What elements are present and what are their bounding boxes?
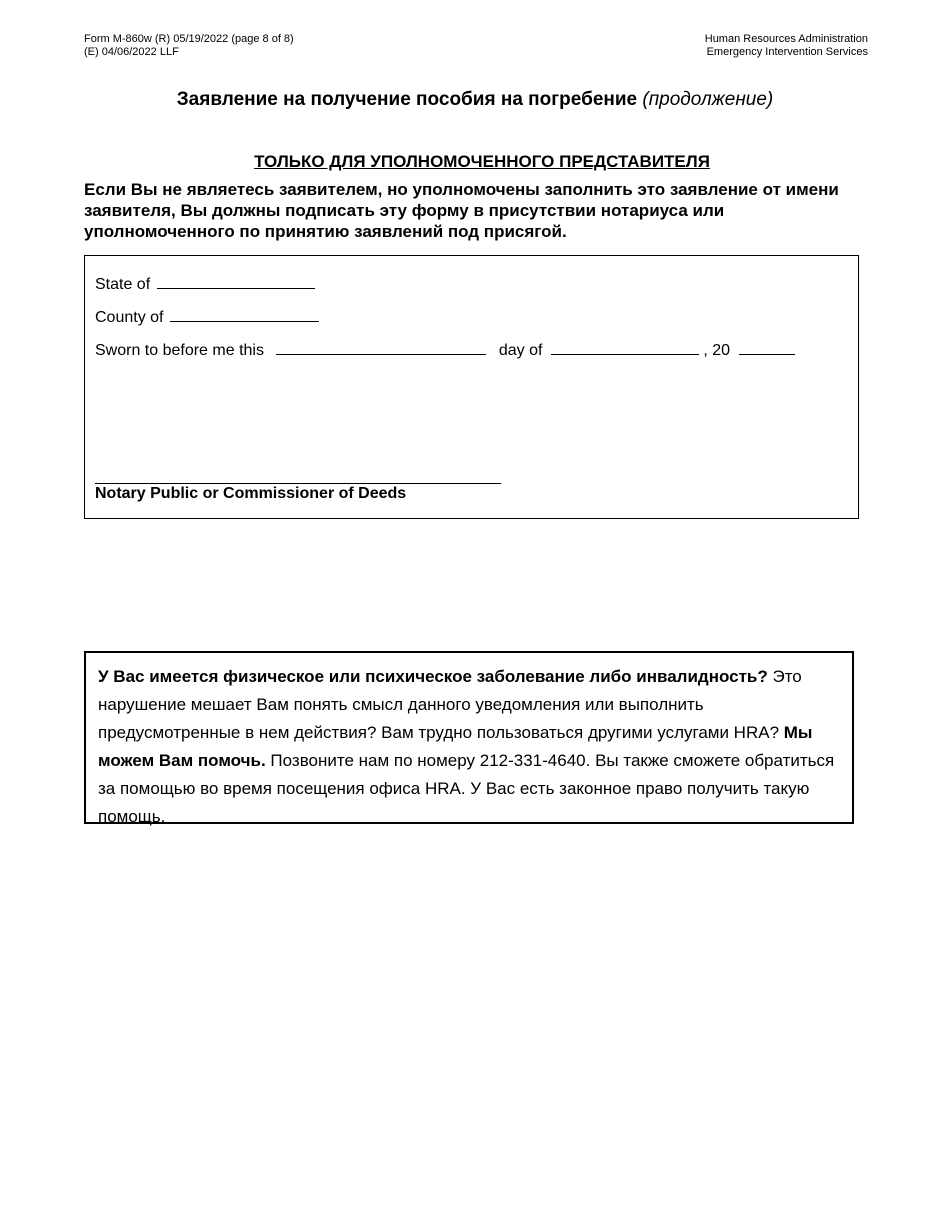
sworn-day-field[interactable] <box>276 340 486 355</box>
page-title-continued: (продолжение) <box>642 89 774 110</box>
county-row <box>95 307 319 327</box>
sworn-month-field[interactable] <box>551 340 699 355</box>
disability-help-box <box>84 651 854 824</box>
notary-box <box>84 255 859 519</box>
county-label: County of <box>95 309 164 326</box>
page-title-main: Заявление на получение пособия на погребение <box>176 89 638 110</box>
day-of-label: day of <box>498 342 543 359</box>
help-text-1: Это нарушение мешает Вам понять смысл данного уведомления или выполнить предусмотренные в нем действия? Вам трудно пользоваться другими услугами HRA? <box>98 667 802 742</box>
state-row <box>95 274 315 294</box>
sworn-row <box>95 340 795 360</box>
county-field[interactable] <box>170 307 319 322</box>
sworn-label: Sworn to before me this <box>95 342 264 359</box>
agency-block <box>705 33 868 59</box>
help-offer: Мы можем Вам помочь. <box>98 723 813 770</box>
sworn-year-field[interactable] <box>739 340 795 355</box>
help-question: У Вас имеется физическое или психическое заболевание либо инвалидность? <box>98 667 768 686</box>
agency-division: Emergency Intervention Services <box>706 46 868 58</box>
state-field[interactable] <box>157 274 315 289</box>
notary-signature-line[interactable] <box>95 483 501 484</box>
page-title <box>0 89 950 111</box>
notary-signature-label: Notary Public or Commissioner of Deeds <box>95 485 407 502</box>
form-id-block <box>84 33 294 59</box>
help-text-2: Позвоните нам по номеру 212-331-4640. Вы также сможете обратиться за помощью во время посещения офиса HRA. У Вас есть законное право получить такую помощь. <box>98 751 835 826</box>
section-heading: ТОЛЬКО ДЛЯ УПОЛНОМОЧЕННОГО ПРЕДСТАВИТЕЛЯ <box>254 152 710 171</box>
agency-name: Human Resources Administration <box>704 33 868 45</box>
form-revision: (E) 04/06/2022 LLF <box>84 46 179 58</box>
state-label: State of <box>95 276 151 293</box>
year-prefix-label: , 20 <box>703 342 731 359</box>
form-number: Form M-860w (R) 05/19/2022 (page 8 of 8) <box>84 33 294 45</box>
instructions-text: Если Вы не являетесь заявителем, но уполномочены заполнить это заявление от имени заявителя, Вы должны подписать эту форму в присутствии нотариуса или уполномоченного по принятию заявлений под присягой. <box>84 180 839 241</box>
